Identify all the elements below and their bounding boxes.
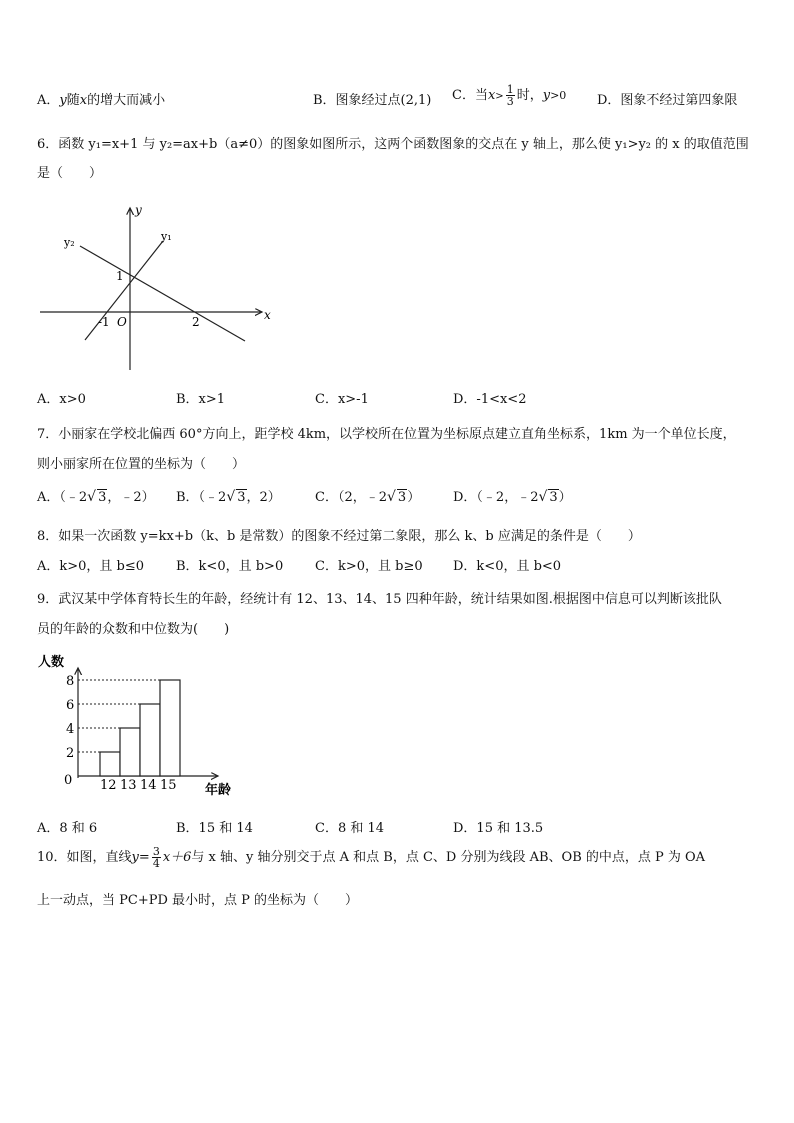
q6-option-c: C．x>-1 [315,392,369,407]
q6-option-b: B．x>1 [176,392,226,407]
x-tick-label: 14 [140,778,157,793]
bar-age-15 [160,680,180,776]
two-label: 2 [192,315,200,329]
q9-option-d: D．15 和 13.5 [453,821,544,836]
y-tick-label: 2 [66,746,75,761]
bar-age-13 [120,728,140,776]
q5-option-a: A．y随x的增大而减小 [37,93,166,108]
q5-option-b: B．图象经过点(2,1) [313,93,432,108]
q10-stem-line1: 10．如图，直线y= $\frac{3}{4}$ x＋6与 x 轴、y 轴分别交于点 A 和点 B，点 C、D 分别为线段 AB、OB 的中点，点 P 为 OA [37,845,706,870]
q6-function-graph [30,198,290,378]
bar-age-14 [140,704,160,776]
q9-stem-line2: 员的年龄的众数和中位数为( ) [37,622,230,637]
q8-option-c: C．k>0，且 b≥0 [315,559,423,574]
x-tick-label: 12 [100,778,117,793]
q5-option-c: C．当x> $\frac{1}{3}$ 时，y>0 [452,83,567,108]
q9-option-b: B．15 和 14 [176,821,253,836]
neg-one-label: -1 [98,315,110,329]
q10-stem-line2: 上一动点，当 PC+PD 最小时，点 P 的坐标为（ ） [37,893,359,908]
q5-option-d: D．图象不经过第四象限 [597,93,738,108]
q9-stem-line1: 9．武汉某中学体育特长生的年龄，经统计有 12、13、14、15 四种年龄，统计结果如图.根据图中信息可以判断该批队 [37,592,722,607]
y-axis-label: y [135,203,142,217]
q6-stem-line1: 6．函数 y₁=x+1 与 y₂=ax+b（a≠0）的图象如图所示，这两个函数图象的交点在 y 轴上，那么使 y₁>y₂ 的 x 的取值范围 [37,137,749,152]
q7-option-c: C．（2，﹣2√ 3） [315,489,421,505]
y-tick-label: 8 [66,674,75,689]
x-tick-label: 13 [120,778,137,793]
q6-option-d: D．-1<x<2 [453,392,527,407]
q8-stem: 8．如果一次函数 y=kx+b（k、b 是常数）的图象不经过第二象限，那么 k、b 应满足的条件是（ ） [37,529,641,544]
q7-option-b: B．（﹣2√ 3，2） [176,489,281,505]
x-axis-title: 年龄 [205,783,232,798]
q7-stem-line2: 则小丽家所在位置的坐标为（ ） [37,457,246,472]
y-tick-label: 0 [64,773,73,788]
q8-option-a: A．k>0，且 b≤0 [37,559,145,574]
y-tick-label: 4 [66,722,75,737]
q9-option-c: C．8 和 14 [315,821,385,836]
y1-label: y₁ [161,230,172,243]
q7-option-a: A．（﹣2√ 3，﹣2） [37,489,155,505]
q9-option-a: A．8 和 6 [37,821,98,836]
q7-stem-line1: 7．小丽家在学校北偏西 60°方向上，距学校 4km，以学校所在位置为坐标原点建立直角坐标系，1km 为一个单位长度， [37,427,736,442]
q6-option-a: A．x>0 [37,392,86,407]
origin-label: O [117,315,127,329]
q9-age-bar-chart [30,648,260,798]
q8-option-d: D．k<0，且 b<0 [453,559,562,574]
x-tick-label: 15 [160,778,177,793]
q7-option-d: D．（﹣2，﹣2√ 3） [453,489,572,505]
q6-stem-line2: 是（ ） [37,166,103,181]
x-axis-label: x [264,308,271,322]
y-tick-label: 6 [66,698,75,713]
bar-age-12 [100,752,120,776]
q8-option-b: B．k<0，且 b>0 [176,559,284,574]
y2-label: y₂ [64,236,75,249]
y-axis-title: 人数 [38,655,65,670]
intercept-one-label: 1 [116,269,124,283]
